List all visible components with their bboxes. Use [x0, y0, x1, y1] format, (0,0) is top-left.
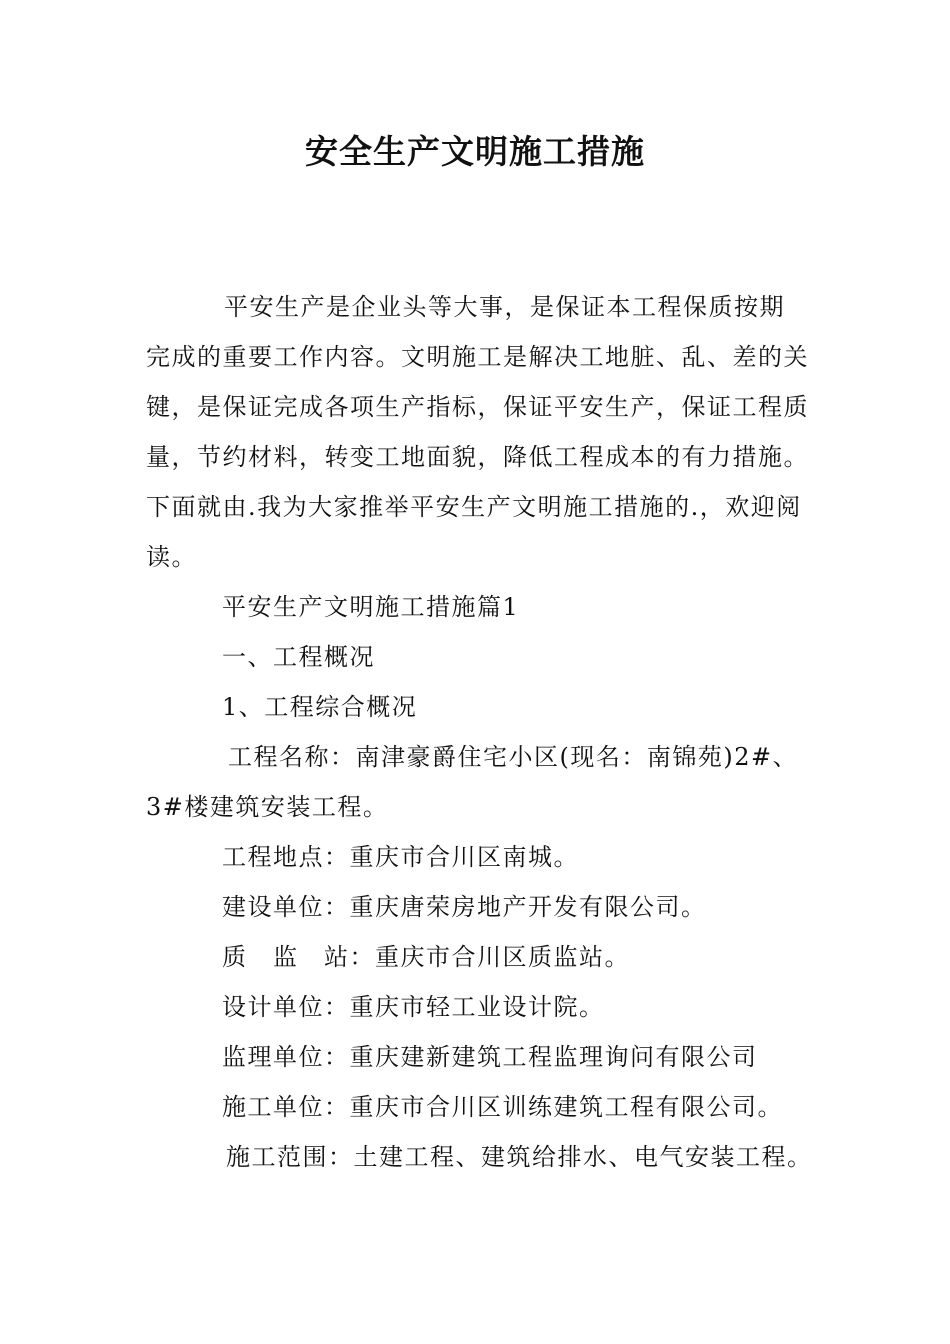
article-heading: 平安生产文明施工措施篇1	[222, 593, 520, 621]
design-unit-line: 设计单位：重庆市轻工业设计院。	[222, 993, 605, 1021]
intro-paragraph: 平安生产是企业头等大事，是保证本工程保质按期完成的重要工作内容。文明施工是解决工地脏、乱、差的关键，是保证完成各项生产指标，保证平安生产，保证工程质量，节约材料，转变工地面貌，降低工程成本的有力措施。下面就由.我为大家推举平安生产文明施工措施的.，欢迎阅读。	[146, 293, 809, 571]
project-location-line: 工程地点：重庆市合川区南城。	[222, 843, 579, 871]
quality-station-line: 质 监 站：重庆市合川区质监站。	[222, 943, 630, 971]
construction-scope-line: 施工范围：土建工程、建筑给排水、电气安装工程。	[226, 1143, 813, 1171]
supervision-unit-line: 监理单位：重庆建新建筑工程监理询问有限公司	[222, 1043, 758, 1071]
project-name-line: 工程名称：南津豪爵住宅小区(现名：南锦苑)2#、3#楼建筑安装工程。	[146, 743, 799, 821]
builder-line: 建设单位：重庆唐荣房地产开发有限公司。	[222, 893, 707, 921]
subsection-heading-general: 1、工程综合概况	[222, 693, 418, 721]
section-heading-overview: 一、工程概况	[222, 643, 375, 671]
document-title: 安全生产文明施工措施	[305, 132, 645, 171]
construction-unit-line: 施工单位：重庆市合川区训练建筑工程有限公司。	[222, 1093, 783, 1121]
